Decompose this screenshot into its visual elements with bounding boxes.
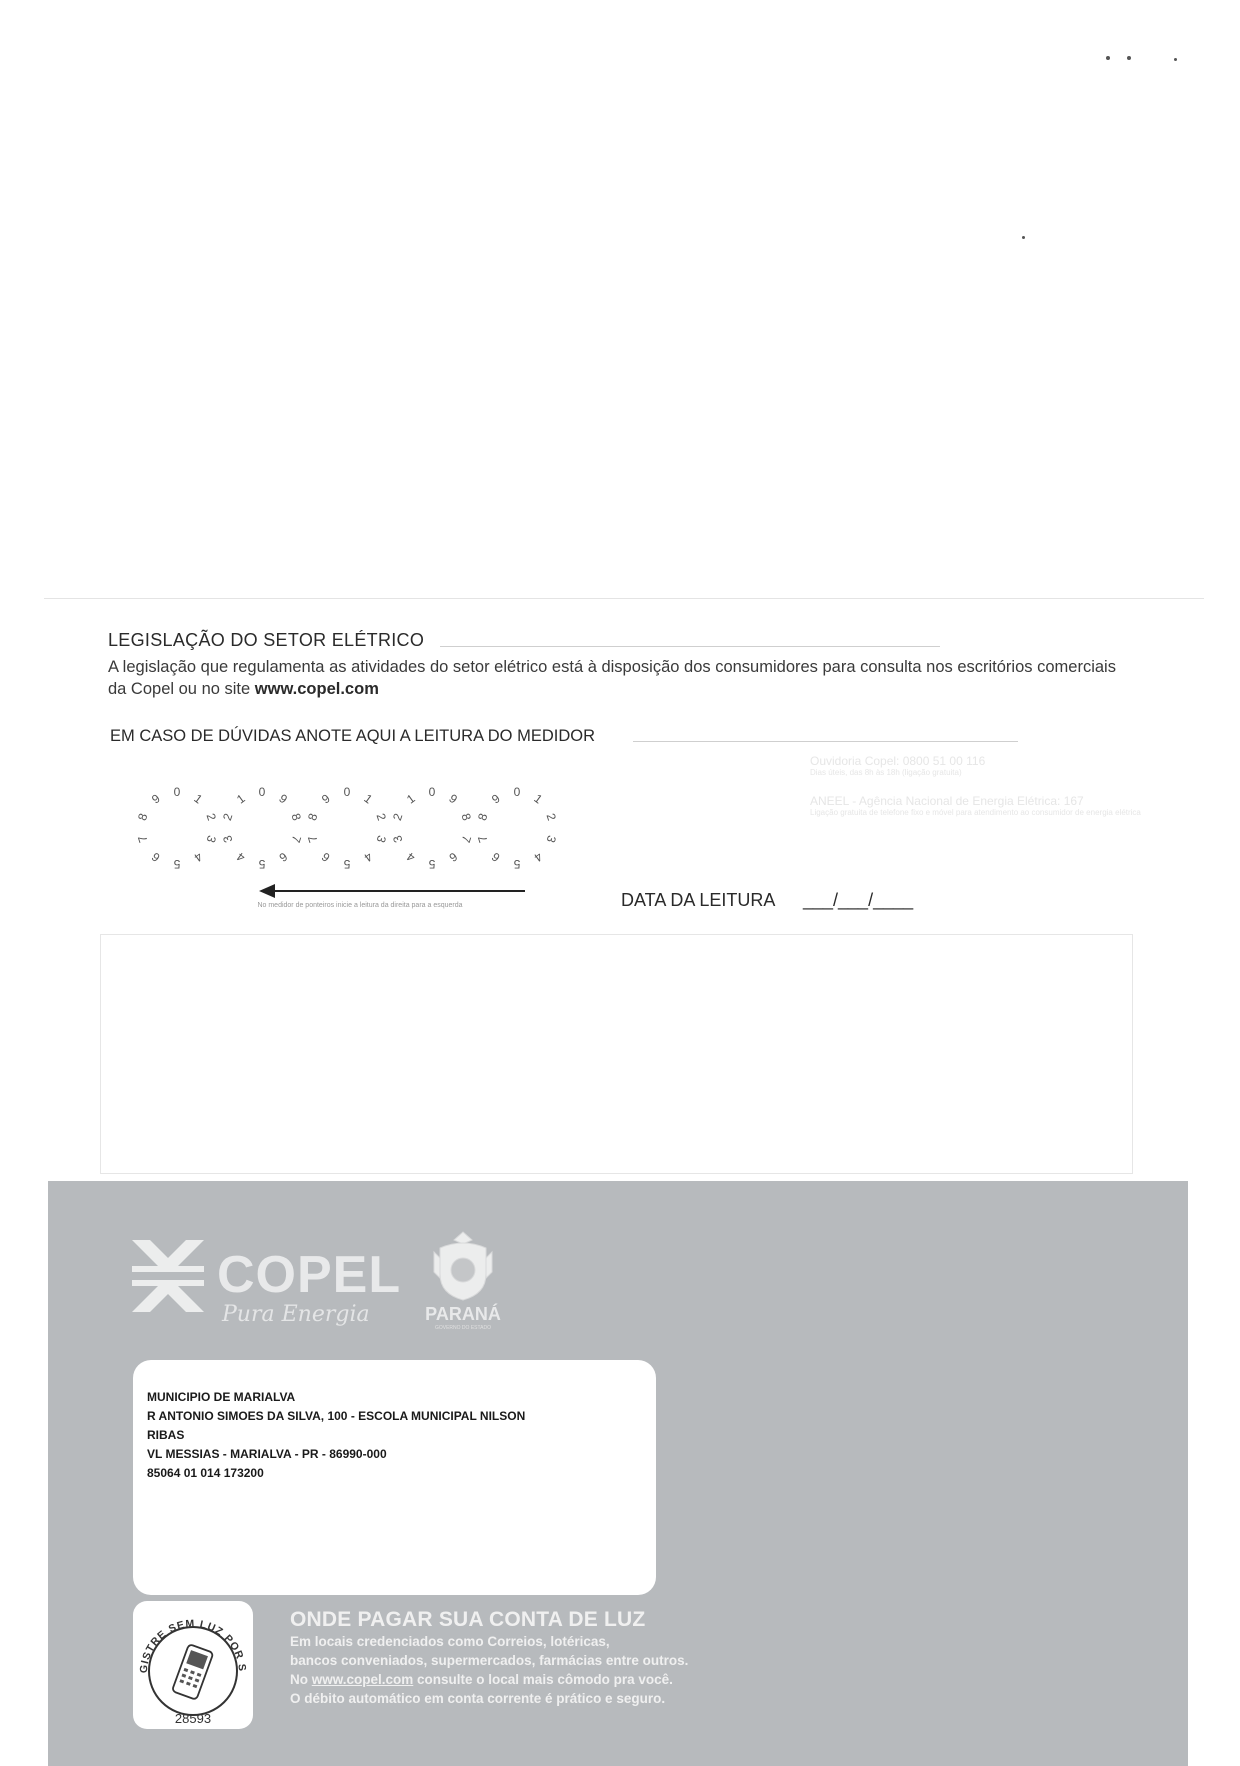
dial-digit: 5 <box>343 857 351 871</box>
dial-digit: 6 <box>148 849 163 865</box>
payment-site-link[interactable]: www.copel.com <box>311 1672 414 1687</box>
dial-digit: 1 <box>361 791 376 807</box>
faded-contacts <box>810 754 1175 818</box>
legislacao-title: LEGISLAÇÃO DO SETOR ELÉTRICO <box>108 630 425 650</box>
dial-digit: 1 <box>191 791 206 807</box>
dial-digit: 9 <box>318 791 333 807</box>
address-line: R ANTONIO SIMOES DA SILVA, 100 - ESCOLA MUNICIPAL NILSON <box>147 1409 526 1423</box>
dial-digit: 2 <box>373 811 389 823</box>
dial-digit: 2 <box>543 811 559 823</box>
address-line: RIBAS <box>147 1428 185 1442</box>
dial-digit: 0 <box>173 785 181 799</box>
dial-digit: 3 <box>220 833 236 845</box>
dial-digit: 4 <box>531 849 546 865</box>
dial-digit: 1 <box>403 791 418 807</box>
aneel-subtext: Ligação gratuita de telefone fixo e móvel para atendimento ao consumidor de energia elétrica <box>810 808 1141 817</box>
dial-digit: 2 <box>220 811 236 823</box>
dial-digit: 8 <box>135 811 151 823</box>
copel-logo-icon <box>128 1236 208 1316</box>
dial-digit: 4 <box>403 849 418 865</box>
dial-digit: 5 <box>428 857 436 871</box>
parana-wordmark: PARANÁ <box>425 1304 501 1324</box>
meter-note: No medidor de ponteiros inicie a leitura da direita para a esquerda <box>257 902 463 909</box>
dial-digit: 9 <box>488 791 503 807</box>
dial-digit: 7 <box>458 833 474 845</box>
legislacao-paragraph: A legislação que regulamenta as atividades do setor elétrico está à disposição dos consumidores para consulta nos escritórios comerciais da Copel ou no site <box>108 658 1116 698</box>
dial-digit: 2 <box>390 811 406 823</box>
parana-subtitle: GOVERNO DO ESTADO <box>434 1325 492 1331</box>
parana-crest-icon <box>430 1228 496 1304</box>
dial-digit: 4 <box>191 849 206 865</box>
dial-digit: 9 <box>276 791 291 807</box>
payment-line-suffix: consulte o local mais cômodo pra você. <box>413 1672 673 1687</box>
notes-box <box>100 934 1133 1174</box>
copel-slogan: Pura Energia <box>222 1302 370 1327</box>
dial-digit: 7 <box>288 833 304 845</box>
sms-phone-icon <box>133 1601 253 1729</box>
dial-digit: 6 <box>318 849 333 865</box>
speck <box>1106 56 1110 60</box>
dial-digit: 7 <box>135 833 151 845</box>
dial-digit: 9 <box>148 791 163 807</box>
dial-digit: 0 <box>513 785 521 799</box>
dial-digit: 5 <box>513 857 521 871</box>
aneel-text: ANEEL - Agência Nacional de Energia Elétrica: 167 <box>810 794 1084 808</box>
copel-site-link[interactable]: www.copel.com <box>254 680 379 698</box>
dial-digit: 1 <box>531 791 546 807</box>
dial-digit: 4 <box>361 849 376 865</box>
dial-digit: 0 <box>343 785 351 799</box>
payment-line: Em locais credenciados como Correios, lotéricas, <box>290 1634 610 1649</box>
payment-line <box>290 1670 710 1689</box>
payment-line-prefix: No <box>290 1672 312 1687</box>
dial-digit: 6 <box>276 849 291 865</box>
top-blank-panel <box>44 62 1204 599</box>
arrow-left-icon <box>259 884 275 898</box>
legislacao-rule <box>440 646 940 647</box>
meter-reading-rule <box>633 741 1018 742</box>
sms-badge <box>133 1601 253 1729</box>
meter-dials <box>135 770 635 910</box>
copel-wordmark: COPEL <box>217 1246 402 1304</box>
dial-digit: 6 <box>446 849 461 865</box>
dial-digit: 7 <box>305 833 321 845</box>
meter-reading-title: EM CASO DE DÚVIDAS ANOTE AQUI A LEITURA DO MEDIDOR <box>110 727 596 745</box>
dial-digit: 7 <box>475 833 491 845</box>
ouvidoria-subtext: Dias úteis, das 8h às 18h (ligação gratuita) <box>810 768 962 777</box>
dial-digit: 8 <box>305 811 321 823</box>
dial-digit: 8 <box>475 811 491 823</box>
payment-line: O débito automático em conta corrente é prático e seguro. <box>290 1691 666 1706</box>
dial-digit: 3 <box>390 833 406 845</box>
payment-info <box>290 1608 710 1708</box>
dial-digit: 5 <box>173 857 181 871</box>
reading-date-label: DATA DA LEITURA <box>621 890 776 910</box>
sms-top-text: GISTRE SEM LUZ POR S <box>137 1617 249 1674</box>
payment-title: ONDE PAGAR SUA CONTA DE LUZ <box>290 1608 646 1631</box>
dial-digit: 2 <box>203 811 219 823</box>
address-line: VL MESSIAS - MARIALVA - PR - 86990-000 <box>147 1447 387 1461</box>
dial-digit: 8 <box>288 811 304 823</box>
address-line: MUNICIPIO DE MARIALVA <box>147 1390 296 1404</box>
dial-digit: 8 <box>458 811 474 823</box>
address-line: 85064 01 014 173200 <box>147 1466 264 1480</box>
reading-date-field[interactable]: ___/___/____ <box>803 890 914 910</box>
dial-digit: 9 <box>446 791 461 807</box>
dial-digit: 3 <box>373 833 389 845</box>
payment-line: bancos conveniados, supermercados, farmácias entre outros. <box>290 1653 689 1668</box>
dial-digit: 0 <box>258 785 266 799</box>
dial-digit: 5 <box>258 857 266 871</box>
ouvidoria-text: Ouvidoria Copel: 0800 51 00 116 <box>810 754 986 768</box>
dial-digit: 1 <box>233 791 248 807</box>
dial-digit: 6 <box>488 849 503 865</box>
speck <box>1022 236 1025 239</box>
dial-digit: 3 <box>543 833 559 845</box>
dial-digit: 3 <box>203 833 219 845</box>
dial-digit: 0 <box>428 785 436 799</box>
address-window <box>133 1360 656 1595</box>
speck <box>1174 58 1177 61</box>
speck <box>1127 56 1131 60</box>
dial-digit: 4 <box>233 849 248 865</box>
legislacao-text <box>108 656 1118 700</box>
sms-number: 28593 <box>174 1711 212 1726</box>
